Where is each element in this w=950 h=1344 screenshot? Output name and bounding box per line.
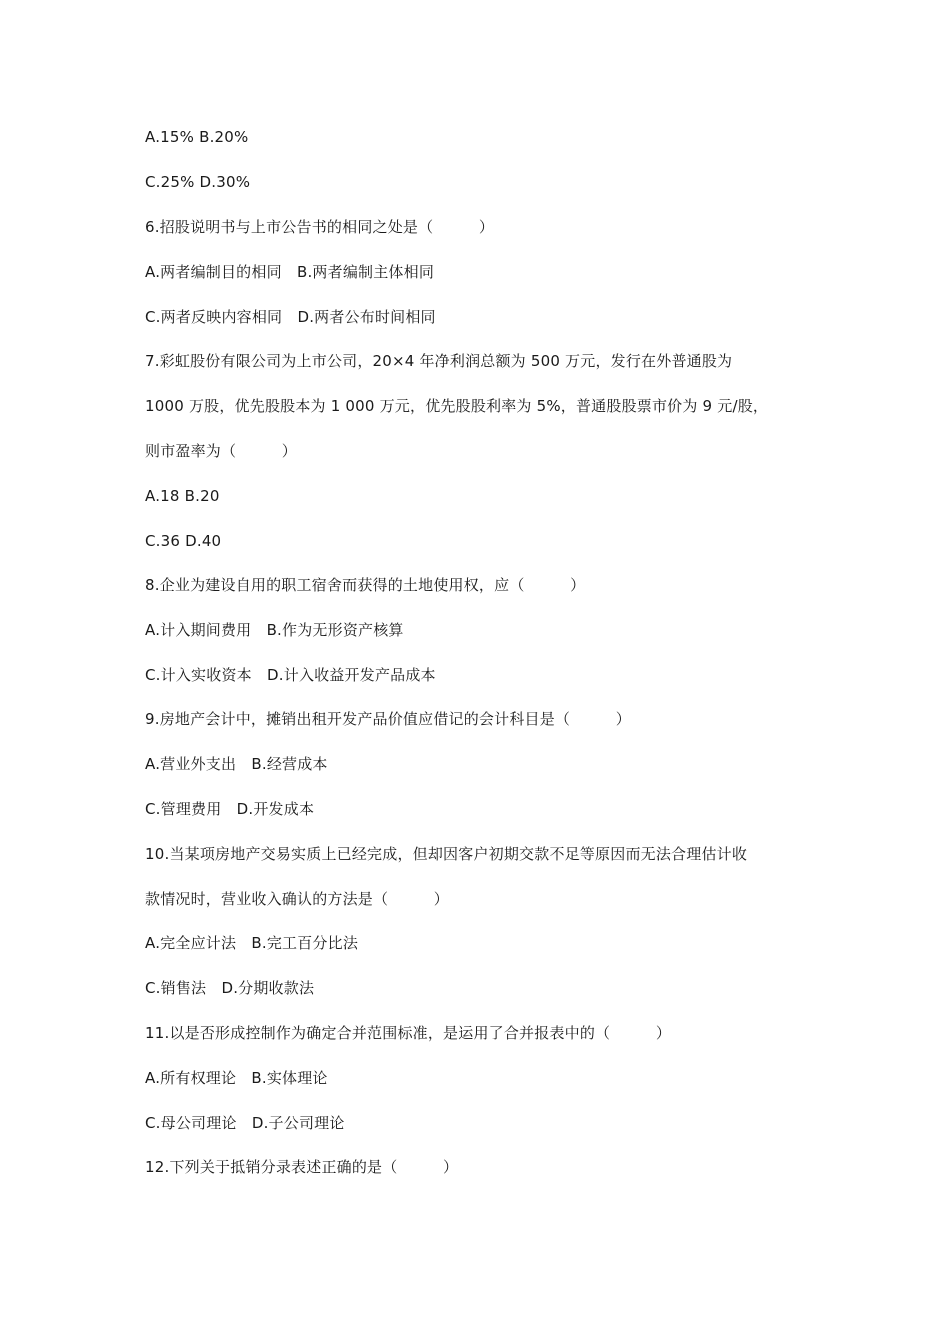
- question-line: 9.房地产会计中，摊销出租开发产品价值应借记的会计科目是（ ）: [145, 710, 631, 728]
- question-line: 10.当某项房地产交易实质上已经完成，但却因客户初期交款不足等原因而无法合理估计收: [145, 845, 748, 863]
- option-line: C.管理费用 D.开发成本: [145, 800, 315, 818]
- question-line: 6.招股说明书与上市公告书的相同之处是（ ）: [145, 218, 495, 236]
- question-line: 1000 万股，优先股股本为 1 000 万元，优先股股利率为 5%，普通股股票市价为 9 元/股，: [145, 397, 769, 415]
- option-line: A.计入期间费用 B.作为无形资产核算: [145, 621, 404, 639]
- option-line: A.营业外支出 B.经营成本: [145, 755, 328, 773]
- option-line: C.25% D.30%: [145, 173, 251, 191]
- question-line: 11.以是否形成控制作为确定合并范围标准，是运用了合并报表中的（ ）: [145, 1024, 672, 1042]
- question-line: 7.彩虹股份有限公司为上市公司，20×4 年净利润总额为 500 万元，发行在外普通股为: [145, 352, 733, 370]
- option-line: A.18 B.20: [145, 487, 220, 505]
- option-line: C.销售法 D.分期收款法: [145, 979, 315, 997]
- option-line: C.36 D.40: [145, 532, 222, 550]
- option-line: C.计入实收资本 D.计入收益开发产品成本: [145, 666, 436, 684]
- option-line: C.两者反映内容相同 D.两者公布时间相同: [145, 308, 436, 326]
- option-line: A.所有权理论 B.实体理论: [145, 1069, 328, 1087]
- option-line: A.完全应计法 B.完工百分比法: [145, 934, 359, 952]
- option-line: C.母公司理论 D.子公司理论: [145, 1114, 345, 1132]
- option-line: A.两者编制目的相同 B.两者编制主体相同: [145, 263, 435, 281]
- question-line: 8.企业为建设自用的职工宿舍而获得的土地使用权，应（ ）: [145, 576, 586, 594]
- option-line: A.15% B.20%: [145, 128, 249, 146]
- question-line: 则市盈率为（ ）: [145, 442, 298, 460]
- question-line: 款情况时，营业收入确认的方法是（ ）: [145, 890, 450, 908]
- question-line: 12.下列关于抵销分录表述正确的是（ ）: [145, 1158, 459, 1176]
